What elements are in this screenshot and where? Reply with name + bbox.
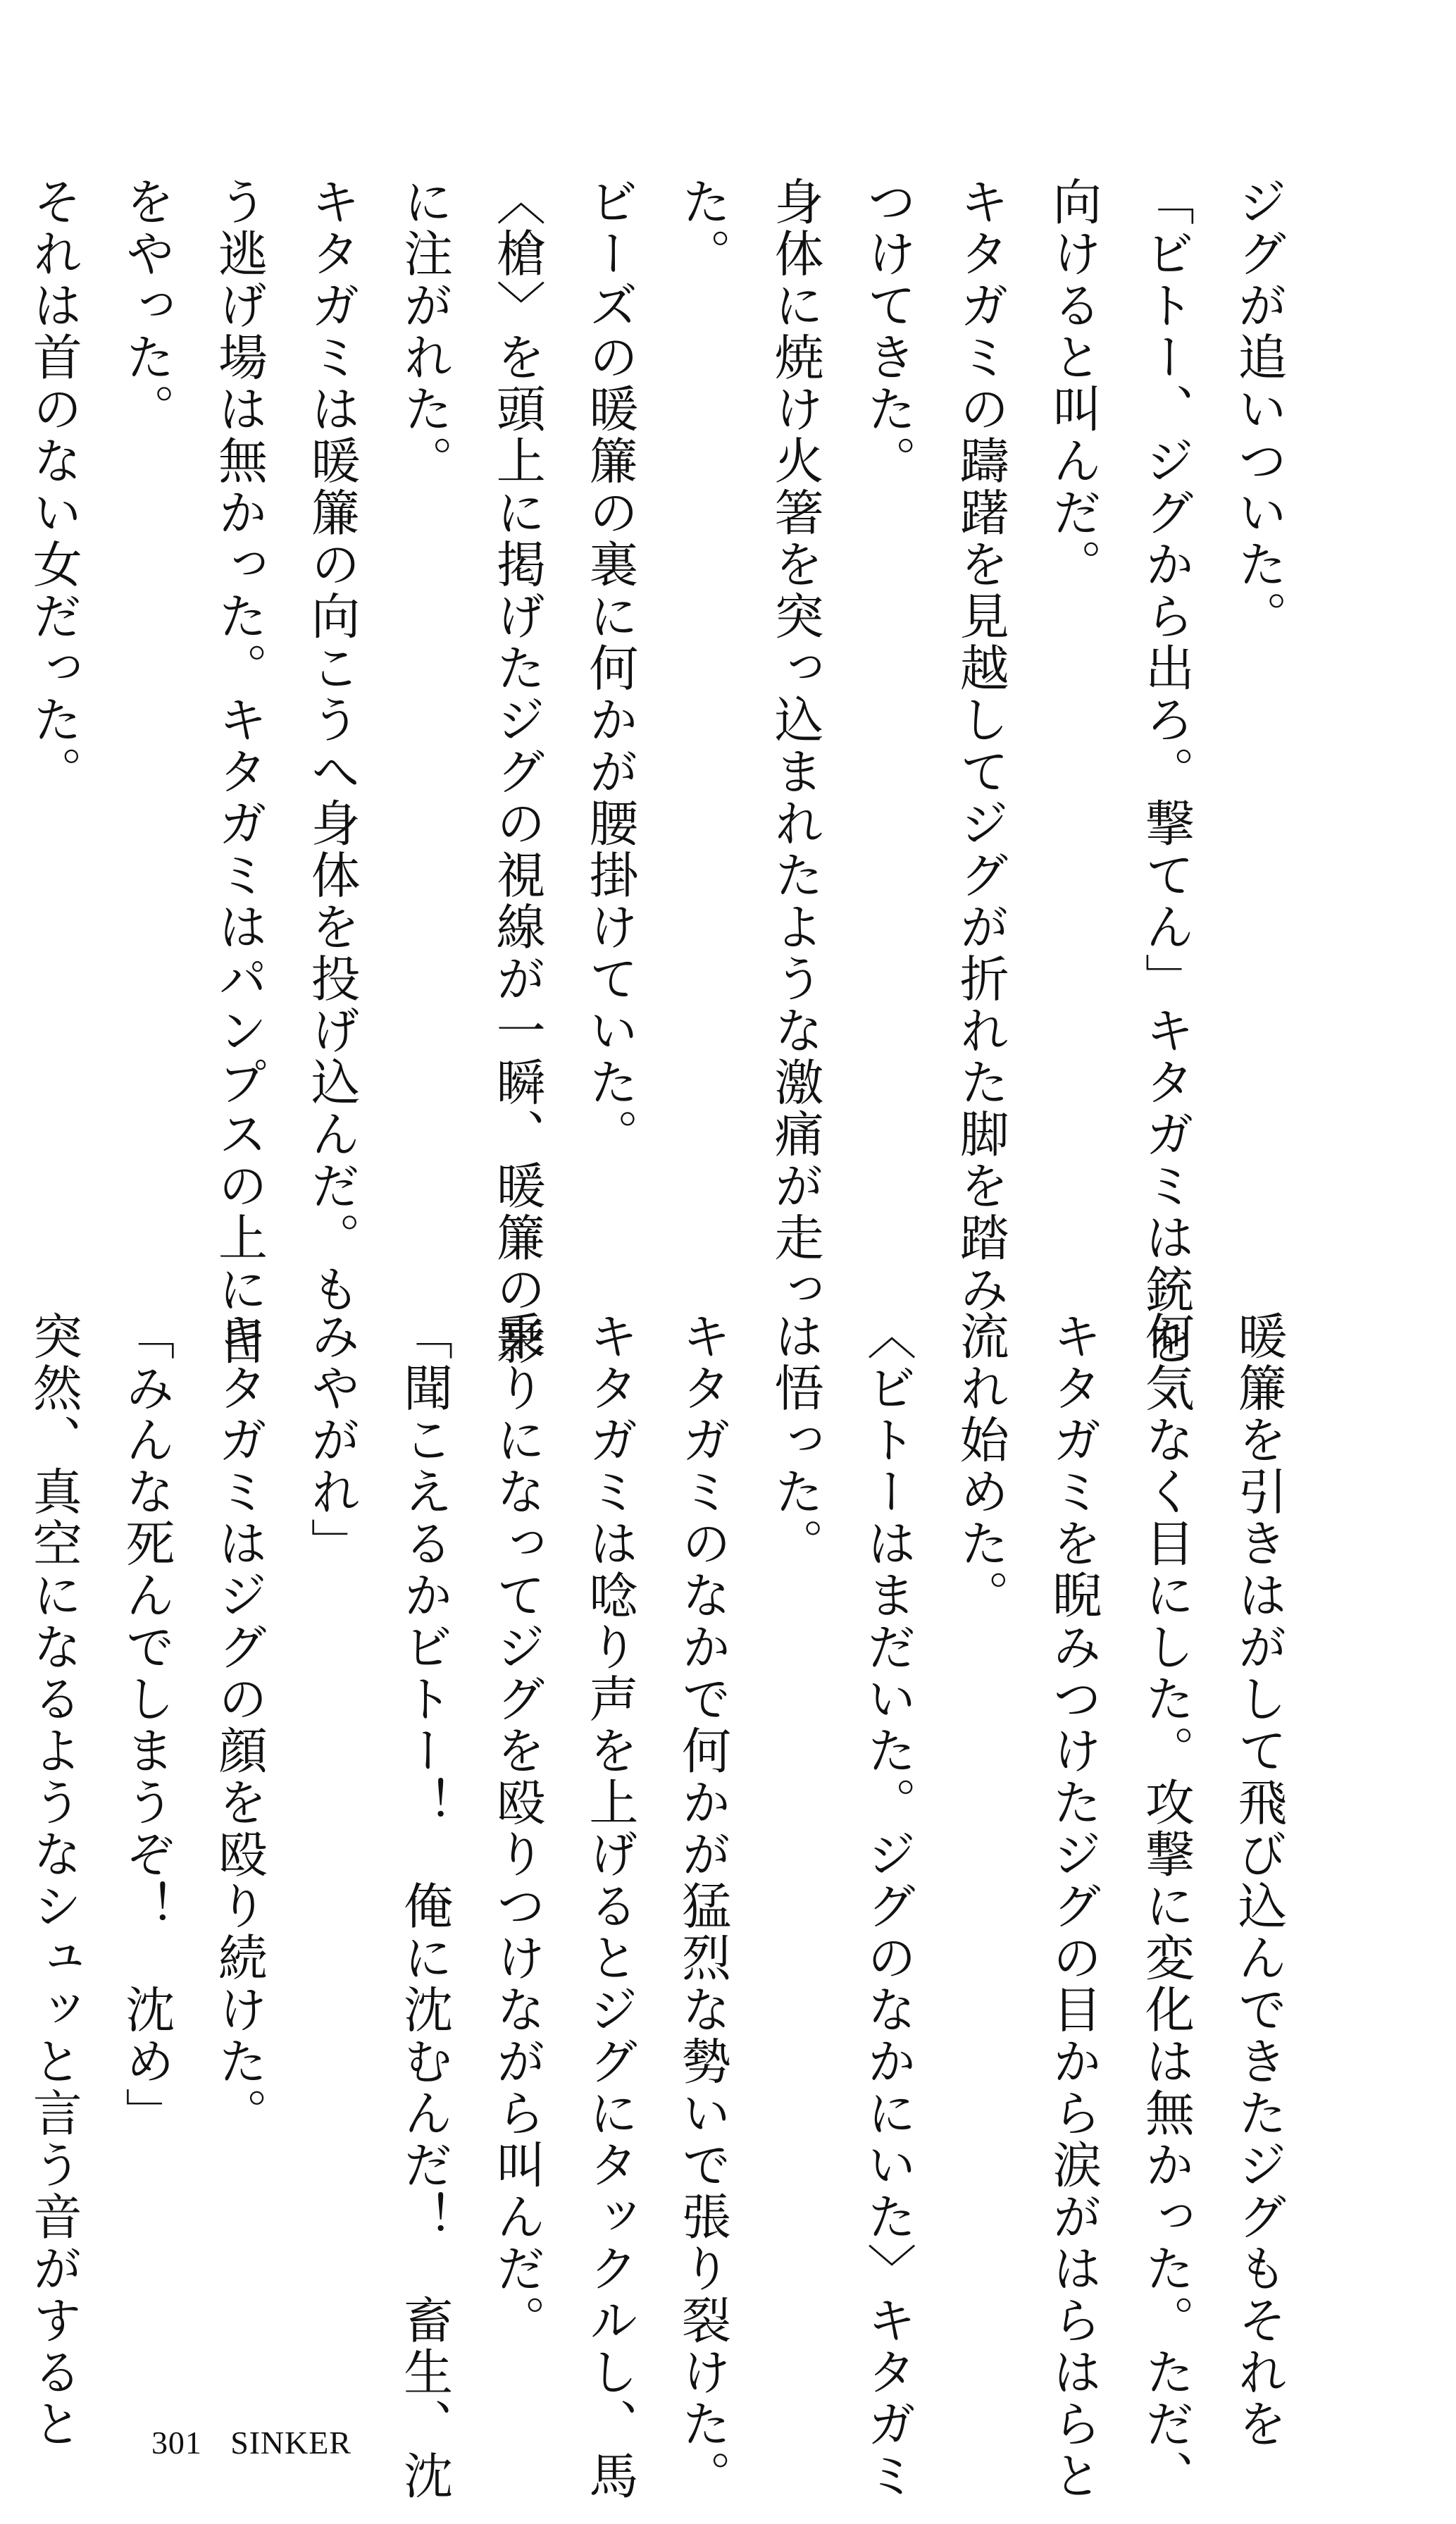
text-line: 「ビトー、ジグから出ろ。撃てん」キタガミは銃を	[1137, 176, 1195, 1368]
text-line: 「聞こえるかビトー！ 俺に沈むんだ！ 畜生、沈	[395, 1311, 454, 2502]
text-line: キタガミを睨みつけたジグの目から涙がはらはらと	[1044, 1311, 1102, 2502]
text-line: ビーズの暖簾の裏に何かが腰掛けていた。	[580, 176, 639, 1161]
text-line: 暖簾を引きはがして飛び込んできたジグもそれを	[1230, 1311, 1288, 2450]
text-line: 身体に焼け火箸を突っ込まれたような激痛が走っ	[766, 176, 825, 1316]
text-line: ジグが追いついた。	[1230, 176, 1288, 643]
text-line: 〈ビトーはまだいた。ジグのなかにいた〉キタガミ	[859, 1311, 917, 2502]
text-line: 流れ始めた。	[952, 1311, 1010, 1621]
text-line: キタガミのなかで何かが猛烈な勢いで張り裂けた。	[673, 1311, 732, 2502]
text-line: う逃げ場は無かった。キタガミはパンプスの上に目	[210, 176, 268, 1368]
page-footer	[151, 2424, 351, 2461]
text-line: 乗りになってジグを殴りつけながら叫んだ。	[488, 1311, 547, 2346]
upper-text-block	[0, 176, 1305, 1368]
text-line: は悟った。	[766, 1311, 825, 1570]
text-line: 〈槍〉を頭上に掲げたジグの視線が一瞬、暖簾の影	[488, 176, 547, 1368]
text-line: に注がれた。	[395, 176, 454, 487]
text-line: キタガミはジグの顔を殴り続けた。	[210, 1311, 268, 2139]
text-line: 「みんな死んでしまうぞ！ 沈め」	[117, 1311, 175, 2139]
text-line	[0, 176, 7, 1275]
text-line: キタガミの躊躇を見越してジグが折れた脚を踏み	[952, 176, 1010, 1316]
text-line: をやった。	[117, 176, 175, 435]
text-line: つけてきた。	[859, 176, 917, 487]
text-line: た。	[673, 176, 732, 280]
text-line: みやがれ」	[303, 1311, 361, 1570]
running-title: SINKER	[230, 2425, 351, 2461]
text-line: 何気なく目にした。攻撃に変化は無かった。ただ、	[1137, 1311, 1195, 2502]
text-line: それは首のない女だった。	[25, 176, 83, 798]
text-line: キタガミは暖簾の向こうへ身体を投げ込んだ。も	[303, 176, 361, 1316]
page-number: 301	[151, 2425, 202, 2461]
text-line: キタガミは唸り声を上げるとジグにタックルし、馬	[580, 1311, 639, 2502]
text-line	[0, 1311, 7, 2410]
text-line: 突然、真空になるようなシュッと言う音がすると	[25, 1311, 83, 2450]
text-line: 向けると叫んだ。	[1044, 176, 1102, 590]
